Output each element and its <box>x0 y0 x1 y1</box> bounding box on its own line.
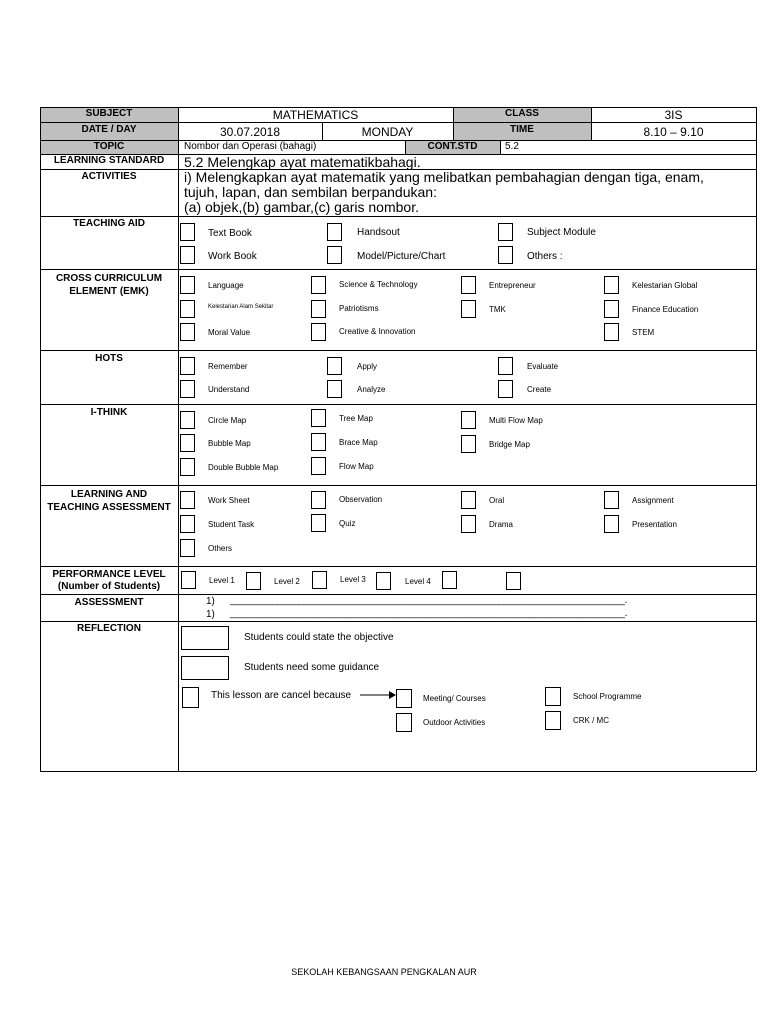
subject-value: MATHEMATICS <box>272 108 359 122</box>
lt-assessment-checkbox[interactable] <box>604 515 619 533</box>
teaching-aid-option: Model/Picture/Chart <box>357 251 446 262</box>
ithink-checkbox[interactable] <box>180 411 195 429</box>
lt-assessment-label-line: TEACHING ASSESSMENT <box>47 502 171 513</box>
reflection-guidance-box[interactable] <box>181 656 229 680</box>
emk-checkbox[interactable] <box>180 323 195 341</box>
assessment-label: ASSESSMENT <box>74 597 144 608</box>
activities-label: ACTIVITIES <box>81 171 137 182</box>
reflection-cancel-checkbox[interactable] <box>182 687 199 708</box>
emk-option: Patriotisms <box>339 304 379 313</box>
hots-checkbox[interactable] <box>498 357 513 375</box>
emk-label-line: ELEMENT (EMK) <box>69 286 149 297</box>
reflection-guidance: Students need some guidance <box>244 662 380 673</box>
lt-assessment-option: Presentation <box>632 520 677 529</box>
ithink-option: Flow Map <box>339 462 374 471</box>
reflection-reason: School Programme <box>573 692 642 701</box>
emk-checkbox[interactable] <box>461 276 476 294</box>
time-label: TIME <box>510 124 534 135</box>
ithink-checkbox[interactable] <box>311 457 326 475</box>
emk-checkbox[interactable] <box>604 300 619 318</box>
reflection-reason-checkbox[interactable] <box>396 689 412 708</box>
performance-level-label: Level 4 <box>405 577 431 586</box>
performance-checkbox[interactable] <box>312 571 327 589</box>
emk-option: Creative & Innovation <box>339 327 416 336</box>
ithink-checkbox[interactable] <box>311 409 326 427</box>
learning-standard-value: 5.2 Melengkap ayat matematikbahagi. <box>184 154 421 170</box>
teaching-aid-option: Others : <box>527 251 563 262</box>
time-value: 8.10 – 9.10 <box>643 125 704 139</box>
emk-checkbox[interactable] <box>604 323 619 341</box>
emk-label <box>40 272 178 298</box>
emk-checkbox[interactable] <box>311 276 326 294</box>
performance-level-label: Level 1 <box>209 576 235 585</box>
footer-school-name: SEKOLAH KEBANGSAAN PENGKALAN AUR <box>291 967 477 977</box>
hots-checkbox[interactable] <box>327 357 342 375</box>
hots-checkbox[interactable] <box>498 380 513 398</box>
teaching-aid-option: Work Book <box>208 251 257 262</box>
class-value: 3IS <box>664 108 683 122</box>
lt-assessment-option: Student Task <box>208 520 255 529</box>
lt-assessment-checkbox[interactable] <box>180 491 195 509</box>
activities-text <box>184 170 704 215</box>
ithink-option: Bubble Map <box>208 439 251 448</box>
teaching-aid-option: Text Book <box>208 228 252 239</box>
hots-option: Remember <box>208 362 248 371</box>
teaching-aid-checkbox[interactable] <box>498 246 513 264</box>
performance-checkbox[interactable] <box>442 571 457 589</box>
assessment-blank: ___________________________________________________________________________. <box>230 608 628 619</box>
hots-label: HOTS <box>95 353 123 364</box>
emk-option: Finance Education <box>632 305 699 314</box>
teaching-aid-option: Subject Module <box>527 227 596 238</box>
reflection-cancel: This lesson are cancel because <box>211 690 352 701</box>
performance-level-label: Level 2 <box>274 577 300 586</box>
date-value: 30.07.2018 <box>219 125 281 139</box>
lt-assessment-label-line: LEARNING AND <box>70 489 148 500</box>
reflection-reason: CRK / MC <box>573 716 609 725</box>
lt-assessment-checkbox[interactable] <box>311 491 326 509</box>
arrow-right-icon <box>360 690 396 700</box>
lt-assessment-option: Drama <box>489 520 514 529</box>
lt-assessment-option: Quiz <box>339 519 356 528</box>
emk-option: TMK <box>489 305 506 314</box>
performance-level-label: Level 3 <box>340 575 366 584</box>
ithink-checkbox[interactable] <box>311 433 326 451</box>
learning-standard-label: LEARNING STANDARD <box>53 155 165 166</box>
teaching-aid-checkbox[interactable] <box>180 223 195 241</box>
performance-checkbox[interactable] <box>246 572 261 590</box>
ithink-option: Double Bubble Map <box>208 463 279 472</box>
lt-assessment-checkbox[interactable] <box>604 491 619 509</box>
day-value: MONDAY <box>361 125 414 139</box>
hots-checkbox[interactable] <box>180 380 195 398</box>
topic-label: TOPIC <box>93 141 125 152</box>
performance-checkbox[interactable] <box>376 572 391 590</box>
performance-label <box>40 569 178 593</box>
hots-option: Evaluate <box>527 362 559 371</box>
hots-checkbox[interactable] <box>180 357 195 375</box>
lt-assessment-option: Oral <box>489 496 505 505</box>
ithink-label: I-THINK <box>90 407 128 418</box>
performance-checkbox[interactable] <box>506 572 521 590</box>
date-label: DATE / DAY <box>81 124 137 135</box>
reflection-reason: Outdoor Activities <box>423 718 486 727</box>
emk-checkbox[interactable] <box>311 300 326 318</box>
ithink-option: Brace Map <box>339 438 378 447</box>
subject-label: SUBJECT <box>85 108 133 119</box>
reflection-label: REFLECTION <box>77 623 141 634</box>
emk-option: Entrepreneur <box>489 281 536 290</box>
emk-checkbox[interactable] <box>461 300 476 318</box>
activities-line: i) Melengkapkan ayat matematik yang melibatkan pembahagian dengan tiga, enam, <box>184 169 704 185</box>
lt-assessment-checkbox[interactable] <box>180 515 195 533</box>
performance-label-line: PERFORMANCE LEVEL <box>52 569 166 580</box>
emk-option: Science & Technology <box>339 280 418 289</box>
lt-assessment-option: Observation <box>339 495 383 504</box>
cont-std-label: CONT.STD <box>427 141 478 152</box>
hots-option: Apply <box>357 362 378 371</box>
hots-option: Create <box>527 385 552 394</box>
ithink-checkbox[interactable] <box>180 434 195 452</box>
teaching-aid-label: TEACHING AID <box>73 218 145 229</box>
performance-label-line: (Number of Students) <box>57 581 161 592</box>
emk-checkbox[interactable] <box>604 276 619 294</box>
ithink-option: Multi Flow Map <box>489 416 543 425</box>
ithink-checkbox[interactable] <box>461 435 476 453</box>
hots-checkbox[interactable] <box>327 380 342 398</box>
cont-std-value: 5.2 <box>505 141 519 152</box>
ithink-option: Tree Map <box>339 414 373 423</box>
emk-checkbox[interactable] <box>311 323 326 341</box>
lt-assessment-option: Work Sheet <box>208 496 250 505</box>
emk-label-line: CROSS CURRICULUM <box>55 273 163 284</box>
teaching-aid-checkbox[interactable] <box>327 246 342 264</box>
teaching-aid-checkbox[interactable] <box>498 223 513 241</box>
emk-option: Kelestarian Global <box>632 281 698 290</box>
activities-line: tujuh, lapan, dan sembilan berpandukan: <box>184 184 437 200</box>
lt-assessment-checkbox[interactable] <box>461 491 476 509</box>
lt-assessment-label <box>40 488 178 514</box>
teaching-aid-checkbox[interactable] <box>327 223 342 241</box>
ithink-option: Circle Map <box>208 416 247 425</box>
teaching-aid-checkbox[interactable] <box>180 246 195 264</box>
emk-checkbox[interactable] <box>180 300 195 318</box>
lt-assessment-checkbox[interactable] <box>180 539 195 557</box>
lt-assessment-checkbox[interactable] <box>461 515 476 533</box>
hots-option: Understand <box>208 385 250 394</box>
lt-assessment-checkbox[interactable] <box>311 514 326 532</box>
class-label: CLASS <box>505 108 539 119</box>
lt-assessment-option: Assignment <box>632 496 674 505</box>
emk-option: Kelestarian Alam Sekitar <box>208 304 274 310</box>
reflection-reason-checkbox[interactable] <box>545 687 561 706</box>
performance-checkbox[interactable] <box>181 571 196 589</box>
emk-option: Language <box>208 281 244 290</box>
ithink-option: Bridge Map <box>489 440 530 449</box>
reflection-reason-checkbox[interactable] <box>545 711 561 730</box>
assessment-item-number: 1) <box>206 596 215 607</box>
reflection-reason: Meeting/ Courses <box>423 694 486 703</box>
ithink-checkbox[interactable] <box>461 411 476 429</box>
teaching-aid-option: Handsout <box>357 227 400 238</box>
reflection-objective: Students could state the objective <box>244 632 394 643</box>
emk-option: STEM <box>632 328 655 337</box>
activities-line: (a) objek,(b) gambar,(c) garis nombor. <box>184 199 419 215</box>
topic-value: Nombor dan Operasi (bahagi) <box>184 141 317 152</box>
ithink-checkbox[interactable] <box>180 458 195 476</box>
assessment-blank: ___________________________________________________________________________. <box>230 595 628 606</box>
reflection-objective-box[interactable] <box>181 626 229 650</box>
assessment-item-number: 1) <box>206 609 215 620</box>
lt-assessment-option: Others <box>208 544 233 553</box>
emk-option: Moral Value <box>208 328 251 337</box>
reflection-reason-checkbox[interactable] <box>396 713 412 732</box>
hots-option: Analyze <box>357 385 386 394</box>
emk-checkbox[interactable] <box>180 276 195 294</box>
